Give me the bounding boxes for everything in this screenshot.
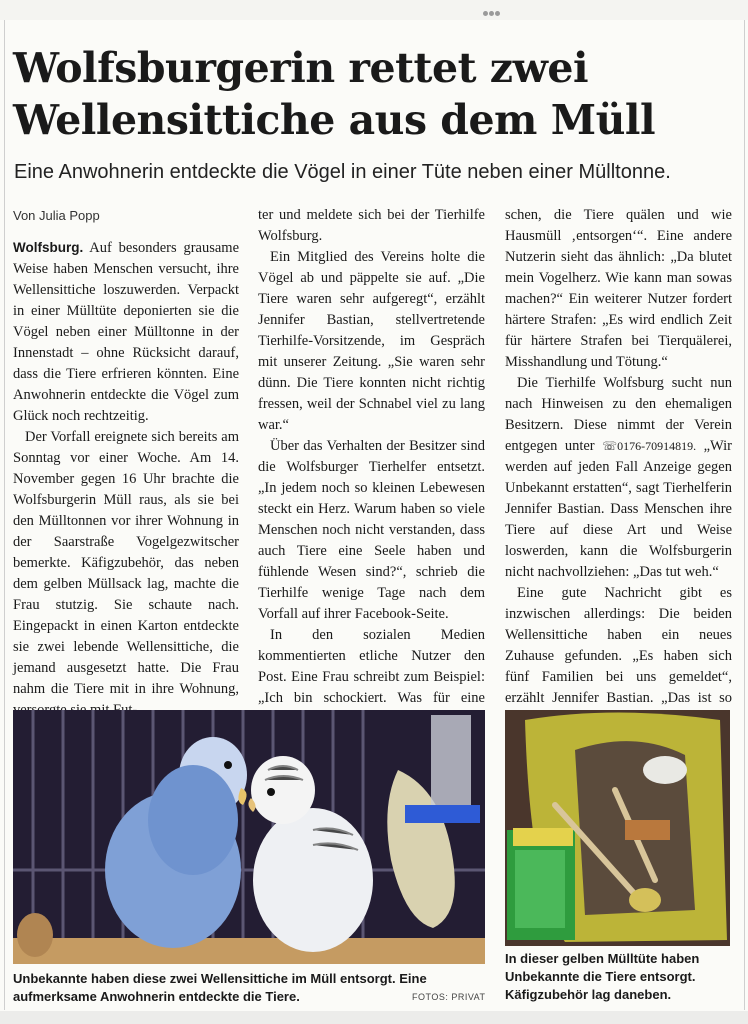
article-paragraph: Eine gute Nachricht gibt es inzwischen allerdings: Die beiden Wellensittiche haben ein neues Zuhause gefunden. „Es haben sich fünf Familien bei uns gemeldet“, erzählt Jennifer Bastian. „Das ist so bbox=[505, 585, 732, 706]
headline-line-2: Wellensittiche aus dem Müll bbox=[13, 96, 656, 144]
article-paragraph: Wolfsburg. Auf besonders grausame Weise haben Menschen versucht, ihre Wellensittiche loszuwerden. Verpackt in einer Mülltüte deponierten sie die Vögel neben einer Mülltonne in der Innenstadt – ohne Rücksicht darauf, dass die Tiere erfrieren könnten. Eine Anwohnerin entdeckte die Vögel zum Glück noch rechtzeitig. bbox=[13, 240, 240, 424]
headline bbox=[13, 42, 738, 146]
article-paragraph: In den sozialen Medien kommentierten etliche Nutzer den Post. Eine Frau schreibt zum Beispiel: „Ich bin schockiert. Was für eine bbox=[258, 627, 485, 706]
photo-caption-2: In dieser gelben Mülltüte haben Unbekannte die Tiere entsorgt. Käfigzubehör lag daneben. bbox=[505, 951, 700, 1002]
bottom-bar bbox=[0, 1011, 748, 1024]
photo-credit: FOTOS: PRIVAT bbox=[412, 992, 486, 1002]
phone-number: ☏0176-70914819. bbox=[602, 439, 697, 453]
article-paragraph: schen, die Tiere quälen und wie Hausmüll ‚entsorgen‘“. Eine andere Nutzerin sieht das ähnlich: „Da blutet mein Vogelherz. Wie kann man sowas machen?“ Ein weiterer Nutzer fordert härtere Strafen: „Es wird endlich Zeit für härtere Strafen bei Tierquälerei, Misshandlung und Tötung.“ bbox=[505, 207, 732, 370]
article-paragraph: Die Tierhilfe Wolfsburg sucht nun nach Hinweisen zu den ehemaligen Besitzern. Diese nimmt der Verein entgegen unter ☏0176-70914819. „Wir werden auf jeden Fall Anzeige gegen Unbekannt erstatten“, sagt Tierhelferin Jennifer Bastian. Dass Menschen ihre Tiere auf diese Art und Weise loswerden, kann die Wolfsburgerin nicht nachvollziehen: „Das tut weh.“ bbox=[505, 375, 732, 580]
subheadline: Eine Anwohnerin entdeckte die Vögel in einer Tüte neben einer Mülltonne. bbox=[14, 161, 671, 183]
article-column-3 bbox=[505, 205, 732, 730]
byline: Von Julia Popp bbox=[13, 208, 100, 223]
article-paragraph: ter und meldete sich bei der Tierhilfe Wolfsburg. bbox=[258, 207, 485, 244]
article-column-1 bbox=[13, 205, 239, 721]
photo-caption: Unbekannte haben diese zwei Wellensittiche im Müll entsorgt. Eine aufmerksame Anwohnerin entdeckte die Tiere. bbox=[13, 971, 427, 1004]
article-paragraph: Über das Verhalten der Besitzer sind die Wolfsburger Tierhelfer entsetzt. „In jedem noch so kleinen Lebewesen steckt ein Herz. Warum haben so viele Menschen noch nicht verstanden, dass auch Tiere eine Seele haben und fühlende Wesen sind?“, schrieb die Tierhilfe wenige Tage nach dem Vorfall auf ihrer Facebook-Seite. bbox=[258, 438, 485, 622]
article-paragraph: Der Vorfall ereignete sich bereits am Sonntag vor einer Woche. Am 14. November gegen 16 Uhr brachte die Wolfsburgerin Müll raus, als sie bei den Mülltonnen vor ihrer Wohnung in der Saarstraße Vogelgezwitscher bemerkte. Käfigzubehör, das neben dem gelben Müllsack lag, machte die Frau stutzig. Sie schaute nach. Eingepackt in einen Karton entdeckte sie zwei lebende Wellensittiche, die jemand ausgesetzt hatte. Die Frau nahm die Tiere mit in ihre Wohnung, bbox=[13, 429, 239, 697]
garbage-bag-photo bbox=[505, 710, 730, 946]
headline-line-1: Wolfsburgerin rettet zwei bbox=[13, 44, 589, 92]
pin-icon bbox=[483, 3, 505, 13]
article-column-2 bbox=[258, 205, 485, 730]
dateline: Wolfsburg. bbox=[13, 240, 84, 255]
budgies-photo bbox=[13, 710, 485, 964]
top-bar bbox=[0, 0, 748, 20]
article-paragraph: Ein Mitglied des Vereins holte die Vögel ab und päppelte sie auf. „Die Tiere waren sehr aufgeregt“, erzählt Jennifer Bastian, stellvertretende Tierhilfe-Vorsitzende, im Gespräch mit unserer Zeitung. „Sie waren sehr dünn. Die Tiere konnten nicht richtig fressen, weil der Schnabel viel zu lang war.“ bbox=[258, 249, 485, 433]
